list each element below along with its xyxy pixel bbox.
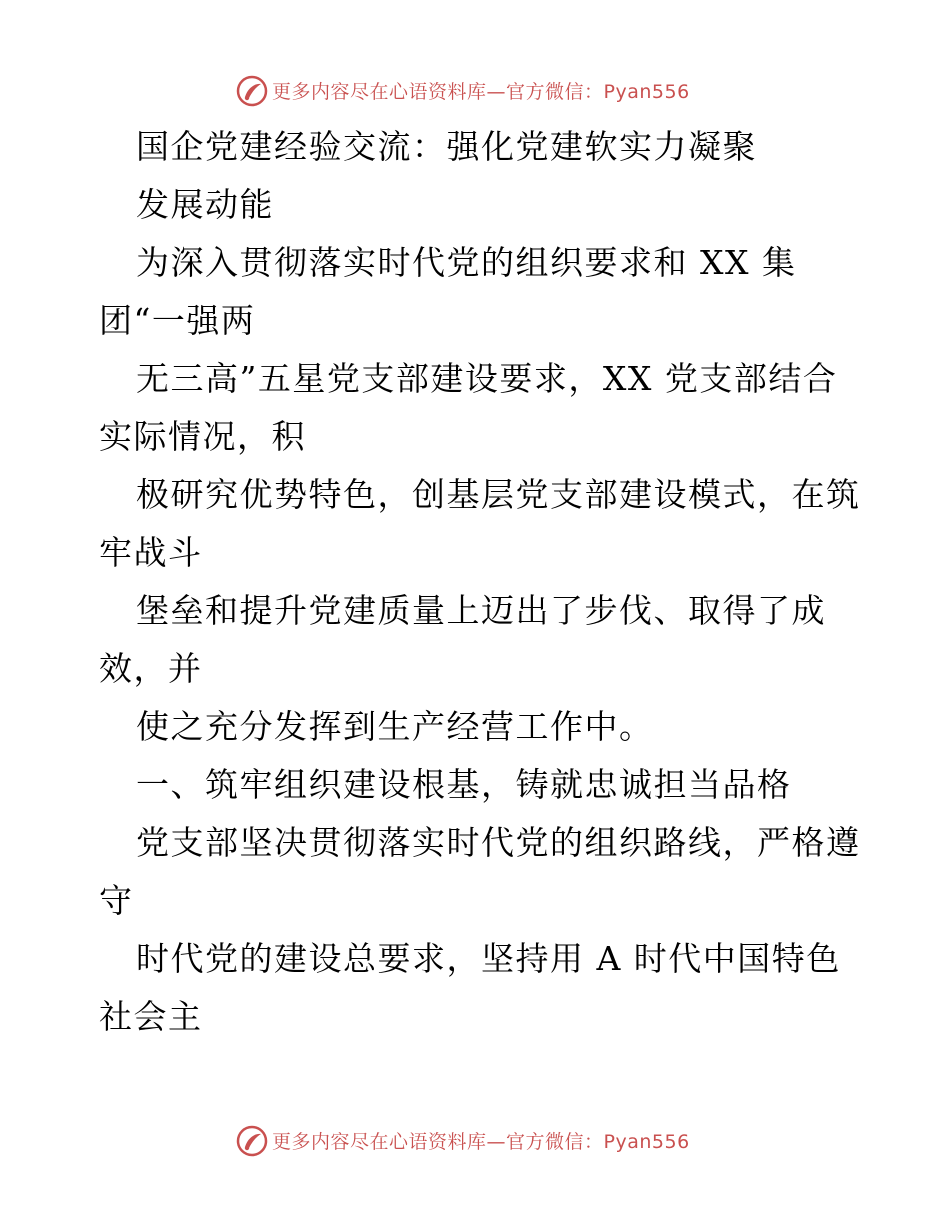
- paragraph-line: 守: [99, 881, 134, 920]
- logo-icon: [236, 1125, 268, 1157]
- paragraph-line: 为深入贯彻落实时代党的组织要求和 XX 集: [136, 243, 797, 282]
- document-title-line-2: 发展动能: [136, 185, 274, 224]
- paragraph-line: 使之充分发挥到生产经营工作中。: [136, 707, 654, 746]
- paragraph-line: 社会主: [99, 997, 203, 1036]
- banner-wechat: —官方微信：Pyan556: [486, 81, 690, 103]
- paragraph-line: 极研究优势特色，创基层党支部建设模式，在筑: [136, 475, 861, 514]
- banner-brand: 更多内容尽在心语资料库: [272, 1131, 487, 1153]
- paragraph-line: 团“一强两: [99, 301, 256, 340]
- paragraph-line: 时代党的建设总要求，坚持用 A 时代中国特色: [136, 939, 841, 978]
- paragraph-line: 无三高”五星党支部建设要求，XX 党支部结合: [136, 359, 838, 398]
- banner-brand: 更多内容尽在心语资料库: [272, 81, 487, 103]
- section-heading: 一、筑牢组织建设根基，铸就忠诚担当品格: [136, 765, 792, 804]
- paragraph-line: 堡垒和提升党建质量上迈出了步伐、取得了成: [136, 591, 826, 630]
- banner-wechat: —官方微信：Pyan556: [486, 1131, 690, 1153]
- footer-banner: [0, 1122, 950, 1162]
- paragraph-line: 效，并: [99, 649, 203, 688]
- header-banner: [0, 72, 950, 112]
- paragraph-line: 党支部坚决贯彻落实时代党的组织路线，严格遵: [136, 823, 861, 862]
- paragraph-line: 实际情况，积: [99, 417, 306, 456]
- paragraph-line: 牢战斗: [99, 533, 203, 572]
- document-title-line-1: 国企党建经验交流：强化党建软实力凝聚: [136, 127, 757, 166]
- logo-icon: [236, 75, 268, 107]
